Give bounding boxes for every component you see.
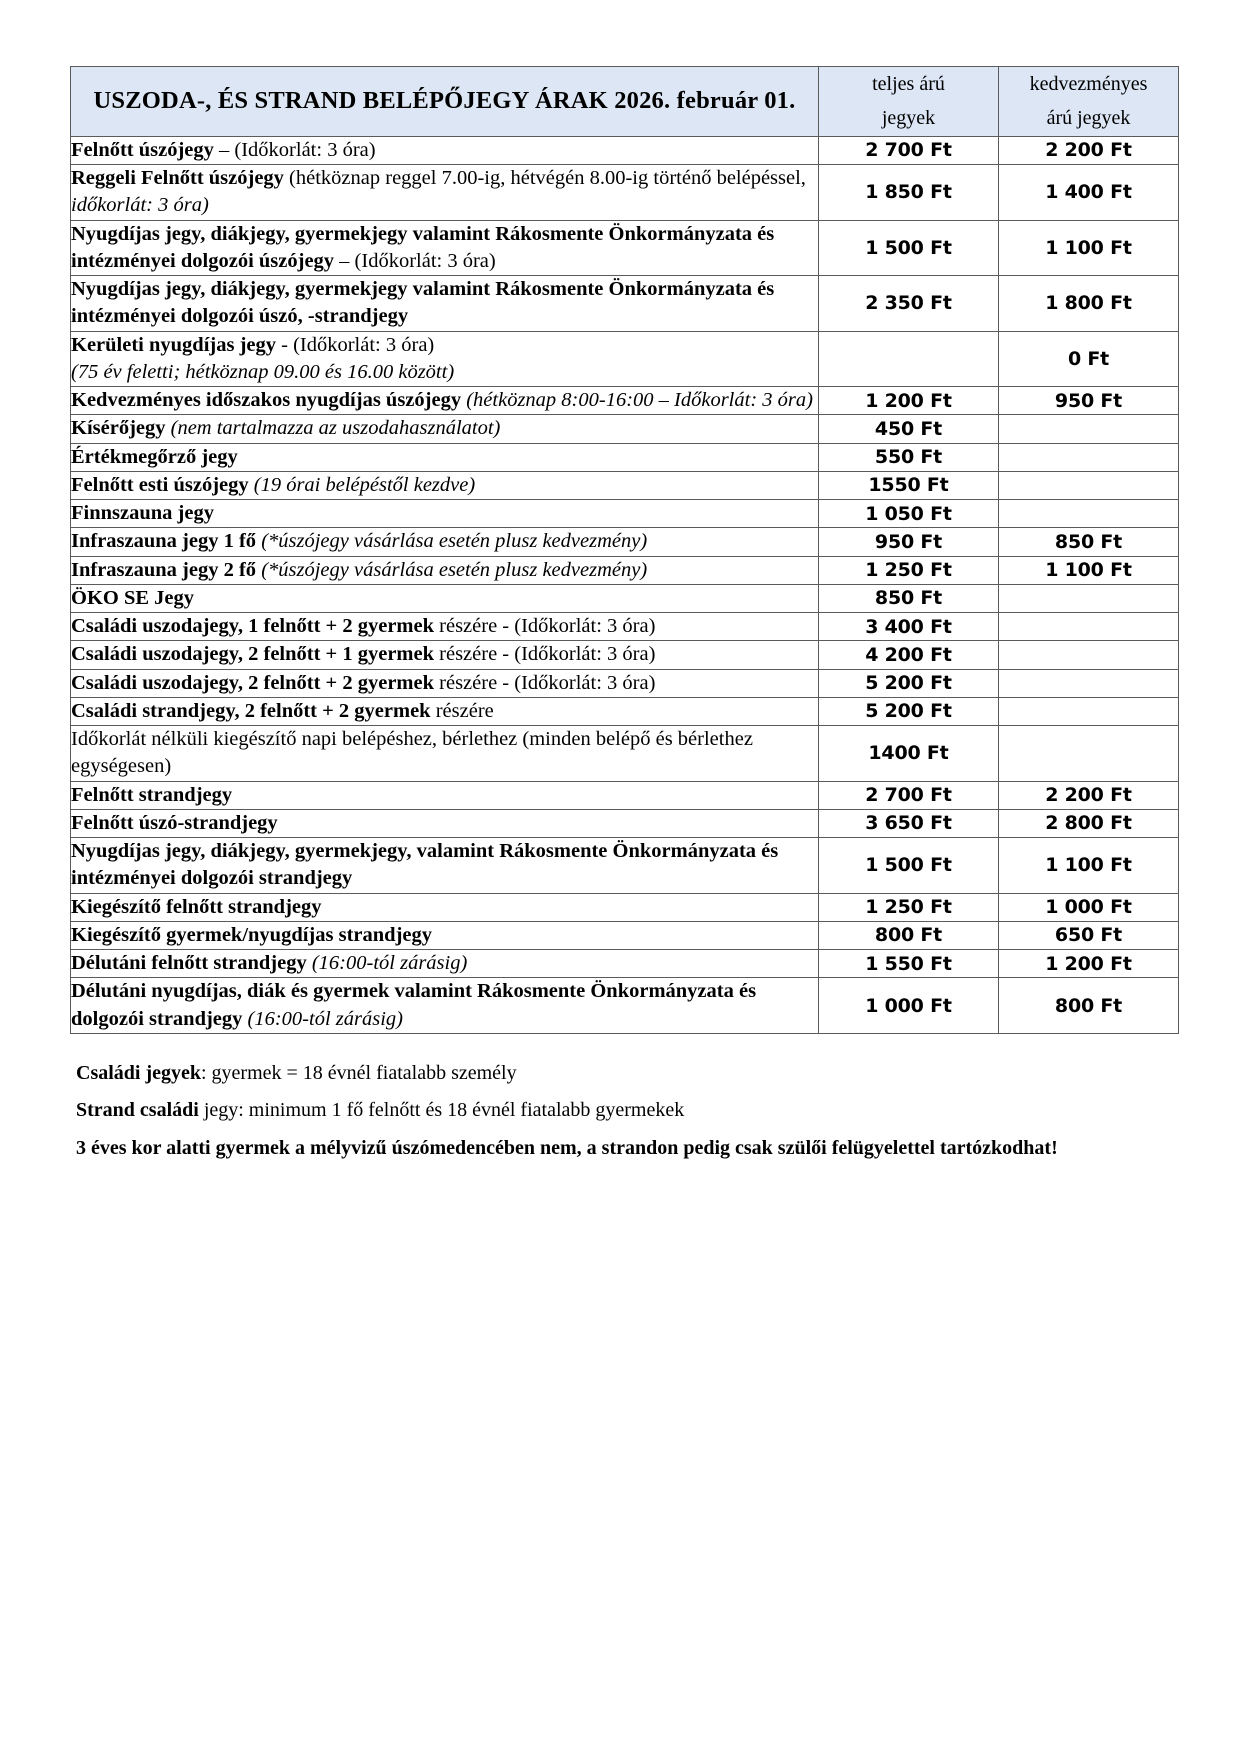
text-run: (nem tartalmazza az uszodahasználatot)	[165, 417, 501, 440]
text-run: Felnőtt úszó-strandjegy	[71, 811, 278, 834]
text-run: Reggeli Felnőtt úszójegy	[71, 167, 284, 190]
table-row	[71, 443, 1179, 471]
text-run: (75 év feletti; hétköznap 09.00 és 16.00 között)	[71, 360, 455, 383]
ticket-description-cell	[71, 726, 819, 782]
table-row	[71, 893, 1179, 921]
full-price-cell: 2 700 Ft	[819, 781, 999, 809]
full-price-cell: 3 650 Ft	[819, 809, 999, 837]
column-header-discount-price-line1: kedvezményes	[1029, 73, 1148, 95]
price-table	[70, 66, 1179, 1034]
text-run: részére - (Időkorlát: 3 óra)	[434, 615, 656, 638]
text-run: Időkorlát nélküli kiegészítő napi belépéshez, bérlethez (minden belépő és bérlethez egységesen)	[71, 728, 753, 778]
table-row	[71, 165, 1179, 221]
table-row	[71, 950, 1179, 978]
text-run: Finnszauna jegy	[71, 502, 214, 525]
table-header	[71, 67, 1179, 137]
ticket-description-cell	[71, 697, 819, 725]
table-row	[71, 838, 1179, 894]
full-price-cell: 1 500 Ft	[819, 838, 999, 894]
text-run: Strand családi	[76, 1099, 199, 1122]
full-price-cell: 800 Ft	[819, 921, 999, 949]
full-price-cell: 950 Ft	[819, 528, 999, 556]
full-price-cell: 1 500 Ft	[819, 220, 999, 276]
table-row	[71, 697, 1179, 725]
text-run: Családi uszodajegy, 1 felnőtt + 2 gyermek	[71, 615, 435, 638]
ticket-description-cell	[71, 500, 819, 528]
table-row	[71, 471, 1179, 499]
text-run: ÖKO SE Jegy	[71, 586, 195, 609]
ticket-description-cell	[71, 387, 819, 415]
text-run: Értékmegőrző jegy	[71, 445, 238, 468]
text-run: részére - (Időkorlát: 3 óra)	[434, 671, 656, 694]
text-run: Kiegészítő gyermek/nyugdíjas strandjegy	[71, 923, 432, 946]
text-run: részére	[430, 699, 494, 722]
text-run: - (Időkorlát: 3 óra)	[276, 333, 435, 356]
discount-price-cell	[999, 669, 1179, 697]
text-run: (hétköznap 8:00-16:00 – Időkorlát: 3 óra)	[461, 389, 813, 412]
text-run: – (Időkorlát: 3 óra)	[334, 249, 496, 272]
discount-price-cell: 1 200 Ft	[999, 950, 1179, 978]
full-price-cell: 450 Ft	[819, 415, 999, 443]
ticket-description-cell	[71, 165, 819, 221]
ticket-description-cell	[71, 443, 819, 471]
column-header-full-price	[819, 67, 999, 137]
text-run: Délutáni nyugdíjas, diák és gyermek valamint Rákosmente Önkormányzata és dolgozói strandjegy	[71, 980, 757, 1030]
discount-price-cell	[999, 641, 1179, 669]
full-price-cell: 1 200 Ft	[819, 387, 999, 415]
discount-price-cell: 2 800 Ft	[999, 809, 1179, 837]
column-header-discount-price	[999, 67, 1179, 137]
discount-price-cell: 1 000 Ft	[999, 893, 1179, 921]
table-row	[71, 921, 1179, 949]
text-run: Családi uszodajegy, 2 felnőtt + 2 gyermek	[71, 671, 435, 694]
text-run: Családi uszodajegy, 2 felnőtt + 1 gyermek	[71, 643, 435, 666]
column-header-full-price-line2: jegyek	[881, 107, 936, 130]
ticket-description-cell	[71, 641, 819, 669]
text-run: Felnőtt esti úszójegy	[71, 473, 249, 496]
discount-price-cell: 850 Ft	[999, 528, 1179, 556]
full-price-cell: 3 400 Ft	[819, 613, 999, 641]
text-run: Kerületi nyugdíjas jegy	[71, 333, 276, 356]
text-run: (hétköznap reggel 7.00-ig, hétvégén 8.00-ig történő belépéssel,	[283, 167, 806, 190]
footer-notes	[70, 1060, 1171, 1161]
ticket-description-cell	[71, 415, 819, 443]
full-price-cell: 1400 Ft	[819, 726, 999, 782]
full-price-cell: 1 250 Ft	[819, 556, 999, 584]
full-price-cell: 1 050 Ft	[819, 500, 999, 528]
ticket-description-cell	[71, 781, 819, 809]
full-price-cell: 550 Ft	[819, 443, 999, 471]
discount-price-cell	[999, 500, 1179, 528]
discount-price-cell: 0 Ft	[999, 331, 1179, 387]
ticket-description-cell	[71, 669, 819, 697]
table-row	[71, 556, 1179, 584]
discount-price-cell	[999, 415, 1179, 443]
discount-price-cell: 800 Ft	[999, 978, 1179, 1034]
table-row	[71, 978, 1179, 1034]
text-run: 3 éves kor alatti gyermek a mélyvizű úszómedencében nem, a strandon pedig csak szülői felügyelettel tartózkodhat!	[76, 1136, 1058, 1159]
table-row	[71, 528, 1179, 556]
text-run: Családi strandjegy, 2 felnőtt + 2 gyermek	[71, 699, 431, 722]
text-run: Kísérőjegy	[71, 417, 166, 440]
full-price-cell: 5 200 Ft	[819, 669, 999, 697]
discount-price-cell: 2 200 Ft	[999, 781, 1179, 809]
ticket-description-cell	[71, 978, 819, 1034]
discount-price-cell	[999, 471, 1179, 499]
ticket-description-cell	[71, 809, 819, 837]
full-price-cell: 5 200 Ft	[819, 697, 999, 725]
text-run: (*úszójegy vásárlása esetén plusz kedvezmény)	[256, 558, 648, 581]
full-price-cell: 1 000 Ft	[819, 978, 999, 1034]
ticket-description-cell	[71, 331, 819, 387]
ticket-description-cell	[71, 921, 819, 949]
text-run: Felnőtt strandjegy	[71, 783, 233, 806]
table-row	[71, 669, 1179, 697]
text-run: Kedvezményes időszakos nyugdíjas úszójegy	[71, 389, 462, 412]
table-row	[71, 276, 1179, 332]
full-price-cell	[819, 331, 999, 387]
ticket-description-cell	[71, 838, 819, 894]
text-run: (16:00-tól zárásig)	[306, 952, 468, 975]
text-run: időkorlát: 3 óra)	[71, 194, 209, 217]
discount-price-cell	[999, 697, 1179, 725]
discount-price-cell	[999, 613, 1179, 641]
full-price-cell: 1 550 Ft	[819, 950, 999, 978]
text-run: Nyugdíjas jegy, diákjegy, gyermekjegy valamint Rákosmente Önkormányzata és intézményei dolgozói úszójegy	[71, 222, 775, 272]
table-row	[71, 415, 1179, 443]
text-run: – (Időkorlát: 3 óra)	[213, 138, 376, 161]
table-row	[71, 781, 1179, 809]
ticket-description-cell	[71, 136, 819, 164]
discount-price-cell: 1 800 Ft	[999, 276, 1179, 332]
full-price-cell: 4 200 Ft	[819, 641, 999, 669]
ticket-description-cell	[71, 528, 819, 556]
ticket-description-cell	[71, 584, 819, 612]
text-run: Nyugdíjas jegy, diákjegy, gyermekjegy valamint Rákosmente Önkormányzata és intézményei dolgozói úszó, -strandjegy	[71, 278, 775, 328]
text-run: jegy: minimum 1 fő felnőtt és 18 évnél fiatalabb gyermekek	[198, 1099, 685, 1122]
discount-price-cell	[999, 726, 1179, 782]
text-run: (16:00-tól zárásig)	[242, 1007, 403, 1030]
text-run: (19 órai belépéstől kezdve)	[248, 473, 476, 496]
discount-price-cell: 950 Ft	[999, 387, 1179, 415]
text-run: részére - (Időkorlát: 3 óra)	[434, 643, 656, 666]
header-row	[71, 67, 1179, 137]
text-run: Délutáni felnőtt strandjegy	[71, 952, 307, 975]
note-line	[76, 1097, 1171, 1123]
table-row	[71, 584, 1179, 612]
discount-price-cell: 1 400 Ft	[999, 165, 1179, 221]
text-run: Infraszauna jegy 2 fő	[71, 558, 257, 581]
text-run: (*úszójegy vásárlása esetén plusz kedvezmény)	[256, 530, 648, 553]
full-price-cell: 1 850 Ft	[819, 165, 999, 221]
table-row	[71, 500, 1179, 528]
note-line	[76, 1135, 1171, 1161]
table-row	[71, 809, 1179, 837]
discount-price-cell: 1 100 Ft	[999, 220, 1179, 276]
ticket-description-cell	[71, 556, 819, 584]
discount-price-cell: 1 100 Ft	[999, 556, 1179, 584]
discount-price-cell: 650 Ft	[999, 921, 1179, 949]
ticket-description-cell	[71, 613, 819, 641]
discount-price-cell	[999, 584, 1179, 612]
column-header-full-price-line1: teljes árú	[872, 73, 945, 95]
table-row	[71, 726, 1179, 782]
discount-price-cell: 1 100 Ft	[999, 838, 1179, 894]
table-row	[71, 641, 1179, 669]
ticket-description-cell	[71, 893, 819, 921]
full-price-cell: 1550 Ft	[819, 471, 999, 499]
table-row	[71, 387, 1179, 415]
table-row	[71, 613, 1179, 641]
full-price-cell: 850 Ft	[819, 584, 999, 612]
ticket-description-cell	[71, 276, 819, 332]
full-price-cell: 2 350 Ft	[819, 276, 999, 332]
note-line	[76, 1060, 1171, 1086]
table-row	[71, 331, 1179, 387]
table-row	[71, 220, 1179, 276]
discount-price-cell	[999, 443, 1179, 471]
text-run: Nyugdíjas jegy, diákjegy, gyermekjegy, valamint Rákosmente Önkormányzata és intézményei dolgozói strandjegy	[71, 840, 779, 890]
text-run: Infraszauna jegy 1 fő	[71, 530, 257, 553]
full-price-cell: 2 700 Ft	[819, 136, 999, 164]
ticket-description-cell	[71, 950, 819, 978]
discount-price-cell: 2 200 Ft	[999, 136, 1179, 164]
table-row	[71, 136, 1179, 164]
ticket-description-cell	[71, 220, 819, 276]
full-price-cell: 1 250 Ft	[819, 893, 999, 921]
column-header-discount-price-line2: árú jegyek	[1046, 107, 1131, 130]
text-run: Kiegészítő felnőtt strandjegy	[71, 895, 322, 918]
text-run: Felnőtt úszójegy	[71, 138, 214, 161]
text-run: Családi jegyek	[76, 1061, 201, 1084]
ticket-description-cell	[71, 471, 819, 499]
table-body	[71, 136, 1179, 1033]
text-run: : gyermek = 18 évnél fiatalabb személy	[201, 1061, 517, 1084]
table-title: USZODA-, ÉS STRAND BELÉPŐJEGY ÁRAK 2026. február 01.	[71, 67, 819, 137]
